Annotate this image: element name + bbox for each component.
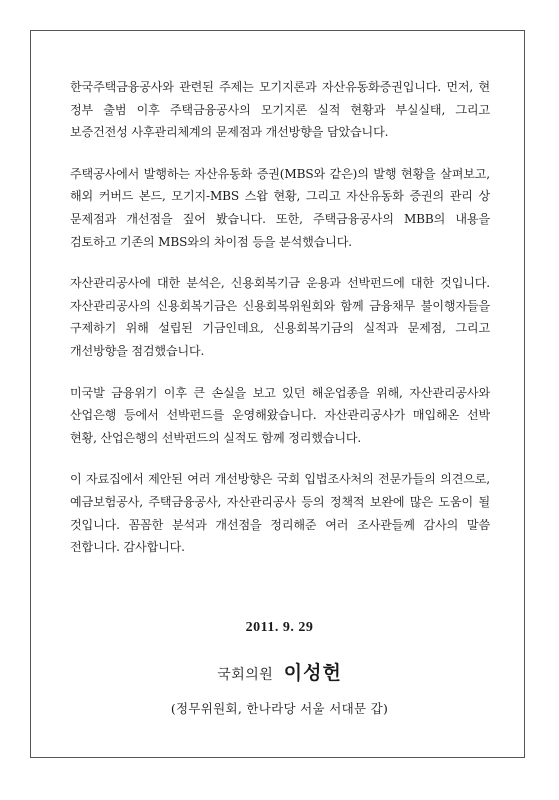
paragraph-mortgage: 한국주택금융공사와 관련된 주제는 모기지론과 자산유동화증권입니다. 먼저, 현 정부 출범 이후 주택금융공사의 모기지론 실적 현황과 부실실태, 그리고 보증건전성 사후관리체계의 문제점과 개선방향을 담았습니다. bbox=[70, 80, 490, 140]
paragraph-closing: 이 자료집에서 제안된 여러 개선방향은 국회 입법조사처의 전문가들의 의견으로, 예금보험공사, 주택금융공사, 자산관리공사 등의 정책적 보완에 많은 도움이 될 것입니다. 꼼꼼한 분석과 개선점을 정리해준 여러 조사관들께 감사의 말씀 전합니다. 감사합니다. bbox=[70, 472, 490, 555]
signature-block bbox=[0, 658, 559, 685]
paragraph-ship-fund: 미국발 금융위기 이후 큰 손실을 보고 있던 해운업종을 위해, 자산관리공사와 산업은행 등에서 선박펀드를 운영해왔습니다. 자산관리공사가 매입해온 선박 현황, 산업은행의 선박펀드의 실적도 함께 정리했습니다. bbox=[70, 385, 490, 445]
letter-body bbox=[70, 76, 490, 578]
document-date: 2011. 9. 29 bbox=[245, 620, 314, 635]
paragraph-credit-recovery: 자산관리공사에 대한 분석은, 신용회복기금 운용과 선박펀드에 대한 것입니다. 자산관리공사의 신용회복기금은 신용회복위원회와 함께 금융채무 불이행자들을 구제하기 위해 설립된 기금인데요, 신용회복기금의 실적과 문제점, 그리고 개선방향을 점검했습니다. bbox=[70, 276, 490, 358]
signature-affiliation: (정무위원회, 한나라당 서울 서대문 갑) bbox=[170, 701, 389, 716]
paragraph-mbs: 주택공사에서 발행하는 자산유동화 증권(MBS와 같은)의 발행 현황을 살펴보고, 해외 커버드 본드, 모기지-MBS 스왑 현황, 그리고 자산유동화 증권의 관리 상 문제점과 개선점을 짚어 봤습니다. 또한, 주택금융공사의 MBB의 내용을 검토하고 기존의 MBS와의 차이점 등을 분석했습니다. bbox=[70, 166, 490, 249]
signature-title: 국회의원 bbox=[217, 667, 274, 683]
signature-name: 이성헌 bbox=[283, 662, 342, 684]
